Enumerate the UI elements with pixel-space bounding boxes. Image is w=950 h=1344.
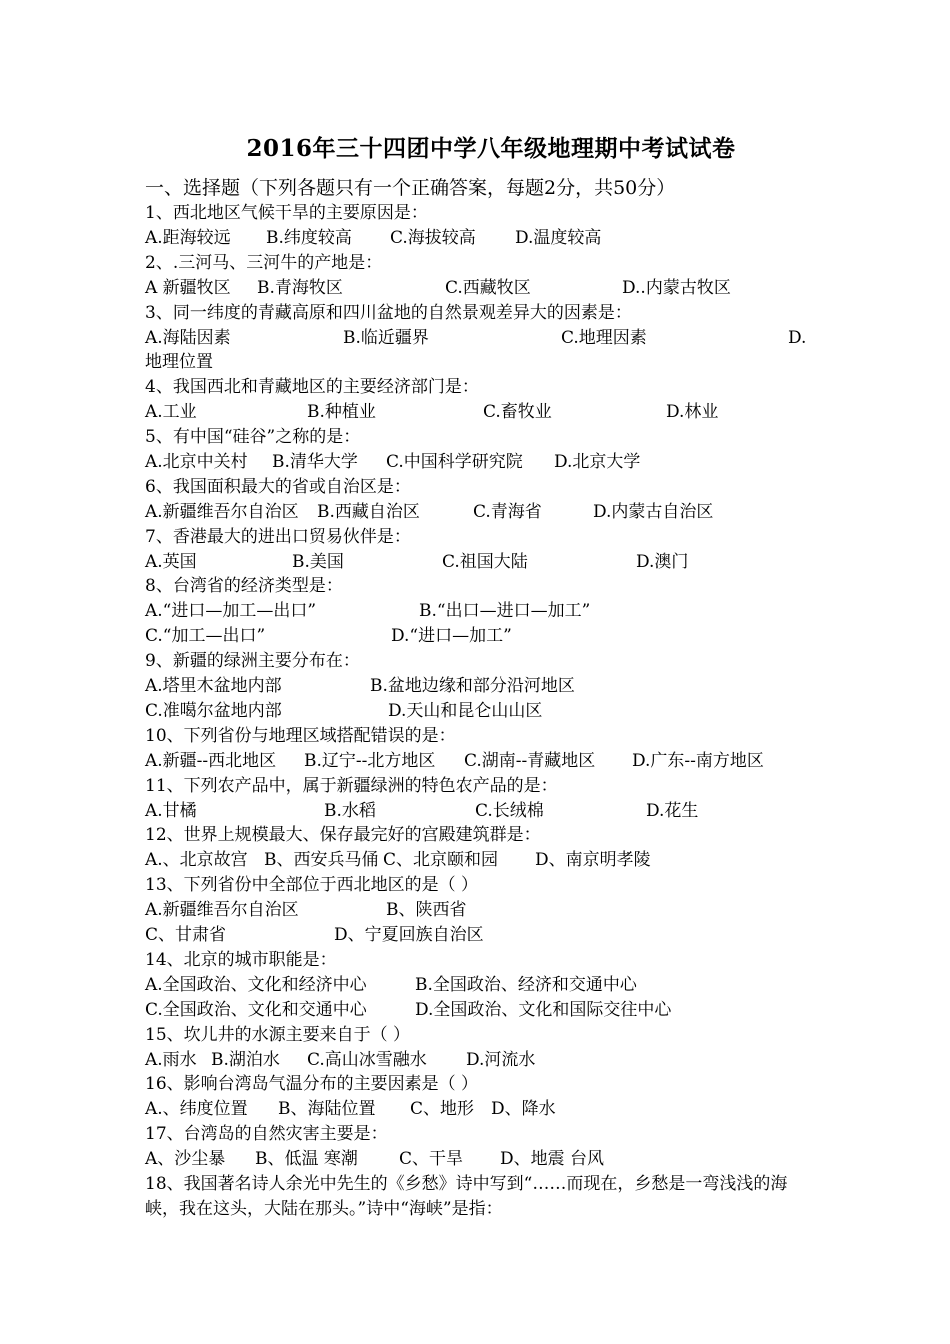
option-c[interactable]: C.海拔较高 — [390, 227, 476, 248]
option-b[interactable]: B.美国 — [292, 551, 344, 572]
option-c[interactable]: C、甘肃省 — [145, 925, 227, 946]
question-1: 1、西北地区气候干旱的主要原因是： — [145, 203, 428, 223]
option-a[interactable]: A.北京中关村 — [145, 452, 248, 472]
option-continuation: 地理位置 — [145, 352, 213, 373]
option-d[interactable]: D.北京大学 — [554, 452, 641, 472]
option-a[interactable]: A 新疆牧区 — [145, 277, 231, 298]
option-c[interactable]: C、干旱 — [399, 1149, 464, 1170]
exam-title: 2016年三十四团中学八年级地理期中考试试卷 — [246, 135, 736, 162]
option-c[interactable]: C.祖国大陆 — [442, 551, 528, 572]
option-d[interactable]: D、降水 — [491, 1099, 556, 1120]
option-c[interactable]: C.畜牧业 — [483, 402, 552, 423]
options-row — [145, 599, 807, 624]
question-3: 3、同一纬度的青藏高原和四川盆地的自然景观差异大的因素是： — [145, 302, 632, 323]
option-b[interactable]: B.纬度较高 — [266, 227, 352, 248]
question-9: 9、新疆的绿洲主要分布在： — [145, 651, 360, 672]
option-c[interactable]: C.“加工—出口” — [145, 626, 266, 647]
option-c[interactable]: C.全国政治、文化和交通中心 — [145, 999, 367, 1020]
option-a[interactable]: A.全国政治、文化和经济中心 — [145, 974, 367, 995]
option-d[interactable]: D.澳门 — [636, 551, 689, 572]
option-b[interactable]: B.辽宁--北方地区 — [304, 750, 436, 771]
option-d[interactable]: D.温度较高 — [515, 227, 602, 248]
option-c[interactable]: C.高山冰雪融水 — [307, 1049, 427, 1070]
options-row — [145, 326, 807, 351]
option-b[interactable]: B.全国政治、经济和交通中心 — [415, 974, 637, 995]
question-10: 10、下列省份与地理区域搭配错误的是： — [145, 725, 456, 746]
options-row — [145, 973, 807, 998]
option-a[interactable]: A.工业 — [145, 402, 197, 423]
option-b[interactable]: B.“出口—进口—加工” — [419, 601, 591, 622]
option-a[interactable]: A.“进口—加工—出口” — [145, 601, 317, 622]
option-b[interactable]: B、西安兵马俑 — [264, 850, 379, 871]
options-row — [145, 550, 807, 575]
option-d[interactable]: D.林业 — [666, 402, 719, 423]
option-b[interactable]: B.湖泊水 — [211, 1049, 280, 1070]
option-c[interactable]: C.湖南--青藏地区 — [464, 750, 596, 771]
question-14: 14、北京的城市职能是： — [145, 949, 337, 970]
options-row — [145, 276, 807, 301]
option-d[interactable]: D、宁夏回族自治区 — [334, 925, 484, 946]
option-a[interactable]: A.甘橘 — [145, 800, 197, 821]
options-row — [145, 400, 807, 425]
option-b[interactable]: B.种植业 — [307, 402, 376, 423]
options-row — [145, 1048, 807, 1073]
options-row — [145, 500, 807, 525]
option-c[interactable]: C、北京颐和园 — [383, 850, 499, 871]
option-a[interactable]: A.、纬度位置 — [145, 1099, 248, 1120]
option-c[interactable]: C.长绒棉 — [475, 800, 544, 821]
options-row — [145, 226, 807, 251]
options-row — [145, 898, 807, 923]
option-a[interactable]: A.新疆--西北地区 — [145, 750, 277, 771]
question-2: 2、.三河马、三河牛的产地是： — [145, 252, 383, 273]
option-b[interactable]: B.水稻 — [324, 800, 376, 821]
question-6: 6、我国面积最大的省或自治区是： — [145, 476, 411, 497]
question-18: 18、我国著名诗人余光中先生的《乡愁》诗中写到“……而现在，乡愁是一弯浅浅的海峡，我在这头，大陆在那头。”诗中“海峡”是指： — [145, 1174, 788, 1219]
question-13: 13、下列省份中全部位于西北地区的是（ ） — [145, 875, 479, 896]
option-a[interactable]: A.新疆维吾尔自治区 — [145, 501, 299, 522]
option-d[interactable]: D..内蒙古牧区 — [622, 277, 731, 298]
options-row — [145, 1097, 807, 1122]
option-d[interactable]: D.“进口—加工” — [391, 626, 512, 647]
options-row — [145, 923, 807, 948]
option-d[interactable]: D、地震 台风 — [500, 1149, 605, 1170]
options-row — [145, 1147, 807, 1172]
option-a[interactable]: A.距海较远 — [145, 227, 231, 248]
option-a[interactable]: A.雨水 — [145, 1049, 197, 1070]
question-17: 17、台湾岛的自然灾害主要是： — [145, 1124, 388, 1145]
option-d[interactable]: D.河流水 — [466, 1049, 536, 1070]
option-a[interactable]: A.、北京故宫 — [145, 850, 248, 871]
option-c[interactable]: C.中国科学研究院 — [386, 452, 523, 472]
options-row — [145, 674, 807, 699]
exam-page — [145, 133, 807, 1222]
option-d[interactable]: D.花生 — [646, 800, 699, 821]
section-heading: 一、选择题（下列各题只有一个正确答案，每题2分，共50分） — [145, 177, 676, 199]
question-8: 8、台湾省的经济类型是： — [145, 576, 343, 597]
question-11: 11、下列农产品中，属于新疆绿洲的特色农产品的是： — [145, 775, 558, 796]
question-15: 15、坎儿井的水源主要来自于（ ） — [145, 1024, 411, 1045]
question-7: 7、香港最大的进出口贸易伙伴是： — [145, 526, 411, 547]
option-a[interactable]: A.海陆因素 — [145, 327, 231, 348]
option-a[interactable]: A.新疆维吾尔自治区 — [145, 900, 299, 921]
option-d[interactable]: D.天山和昆仑山山区 — [388, 700, 543, 721]
option-a[interactable]: A.塔里木盆地内部 — [145, 676, 282, 697]
option-a[interactable]: A、沙尘暴 — [145, 1149, 226, 1170]
question-5: 5、有中国“硅谷”之称的是： — [145, 427, 361, 448]
option-d[interactable]: D.内蒙古自治区 — [593, 501, 714, 522]
options-row — [145, 624, 807, 649]
option-c[interactable]: C.地理因素 — [561, 327, 647, 348]
question-16: 16、影响台湾岛气温分布的主要因素是（ ） — [145, 1074, 479, 1095]
option-d[interactable]: D.广东--南方地区 — [632, 750, 764, 771]
options-row — [145, 799, 807, 824]
option-b[interactable]: B.盆地边缘和部分沿河地区 — [370, 676, 575, 697]
option-b[interactable]: B.青海牧区 — [257, 277, 343, 298]
options-row — [145, 699, 807, 724]
option-b[interactable]: B、海陆位置 — [278, 1099, 376, 1120]
option-a[interactable]: A.英国 — [145, 551, 197, 572]
option-b[interactable]: B.西藏自治区 — [317, 501, 420, 522]
options-row — [145, 998, 807, 1023]
option-d[interactable]: D.全国政治、文化和国际交往中心 — [415, 999, 672, 1020]
option-b[interactable]: B、陕西省 — [386, 900, 467, 921]
question-list — [145, 201, 807, 1172]
option-b[interactable]: B.清华大学 — [272, 452, 358, 472]
option-c[interactable]: C、地形 — [410, 1099, 475, 1120]
option-b[interactable]: B.临近疆界 — [343, 327, 429, 348]
options-row — [145, 749, 807, 774]
question-12: 12、世界上规模最大、保存最完好的宫殿建筑群是： — [145, 825, 541, 846]
option-c[interactable]: C.青海省 — [473, 501, 542, 522]
option-c[interactable]: C.西藏牧区 — [445, 277, 531, 298]
option-c[interactable]: C.准噶尔盆地内部 — [145, 700, 282, 721]
question-4: 4、我国西北和青藏地区的主要经济部门是： — [145, 377, 479, 398]
option-b[interactable]: B、低温 寒潮 — [255, 1149, 358, 1170]
option-d[interactable]: D. — [788, 327, 807, 348]
option-d[interactable]: D、南京明孝陵 — [535, 850, 651, 871]
options-row — [145, 848, 807, 873]
options-row — [145, 450, 807, 475]
